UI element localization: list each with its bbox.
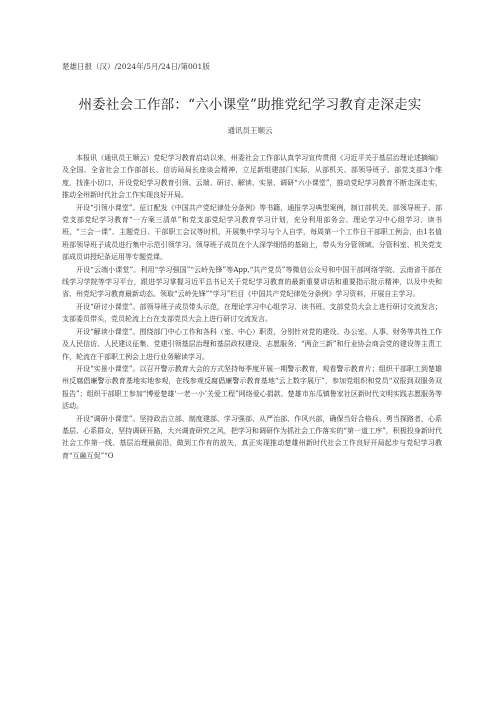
article-paragraph-guidance-class: 开设“引领小课堂”。征订配发《中国共产党纪律处分条例》等书籍，通报学习典型案例，制订部机关、部领导班子、部党支部党纪学习教育“一方案三清单”和党支部党纪学习教育学习计划，充分利用部务会、理论学习中心组学习、读书班、“三会一课”、主题党日、干部职工会议等时机，开展集中学习与个人自学，每周第一个工作日干部职工例会，由1名值班部领导班子成员进行集中示范引领学习。领导班子成员在个人深学细悟的基础上，带头为分管领域、分管科室、机关党支部成员讲授纪条运用等专题党课。 [62, 203, 442, 262]
article-paragraph-discussion-class: 开设“研讨小课堂”。部领导班子成员带头示范，在理论学习中心组学习、读书班、支部党员大会上进行研讨交流发言；支部委员带头，党员轮流上台在支部党员大会上进行研讨交流发言。 [62, 302, 442, 324]
article-byline: 通讯员王顺云 [227, 126, 273, 135]
article-title: 州委社会工作部：“六小课堂”助推党纪学习教育走深走实 [78, 97, 422, 113]
article-paragraph-interpretation-class: 开设“解读小课堂”。围绕部门中心工作和各科（室、中心）职责，分别针对党的建设、办公室、人事、财务等共性工作及人民信访、人民建议征集、党建引领基层治理和基层政权建设、志愿服务、“两企三新”和行业协会商会党的建设等主责工作，轮流在干部职工例会上进行业务解读学习。 [62, 327, 442, 361]
article-body [62, 152, 442, 462]
article-paragraph-lead: 本报讯（通讯员王顺云）党纪学习教育启动以来，州委社会工作部认真学习宣传贯彻《习近平关于基层治理论述摘编》及全国、全省社会工作部部长、信访局局长座谈会精神，立足新组建部门实际，从部机关、部领导班子、部党支部3个维度，找准小切口，开设党纪学习教育引领、云端、研讨、解读、实景、调研“六小课堂”，推动党纪学习教育不断走深走实，推动全州新时代社会工作实现良好开局。 [62, 154, 442, 200]
article-paragraph-cloud-class: 开设“云端小课堂”。利用“学习强国”“云岭先锋”等App,“共产党员”等微信公众号和中国干部网络学院、云南省干部在线学习学院等学习平台，跟进学习掌握习近平总书记关于党纪学习教育的最新重要讲话和重要指示批示精神，以及中央和省、州党纪学习教育最新动态。领取“云岭先锋”“学习”栏目《中国共产党纪律处分条例》学习资料，开展自主学习。 [62, 265, 442, 299]
article-paragraph-onsite-class: 开设“实景小课堂”。以召开警示教育大会的方式坚持每季度开展一期警示教育，观看警示教育片；组织干部职工到楚雄州反腐倡廉警示教育基地实地参观，在线参观反腐倡廉警示教育基地“云上数字展厅”，参加党组织和党员“双报到双服务双报告”；组织干部职工参加“博爱楚雄‘一老一小’关爱工程”网络爱心捐款、楚雄市东瓜镇鲁家社区新时代文明实践志愿服务等活动。 [62, 364, 442, 411]
article-paragraph-research-class: 开设“调研小课堂”。坚持政治立部、制度建部、学习强部、从严治部、作风兴部，确保当好合格兵、勇当探路者，心系基层、心系群众，坚持调研开路，大兴调查研究之风，把学习和调研作为抓社会工作落实的“第一道工序”，积极投身新时代社会工作第一线、基层治理最前沿，做到工作有的放矢，真正实现推动楚雄州新时代社会工作良好开局起步与党纪学习教育“互融互促”“O [62, 414, 442, 460]
newspaper-source-line: 楚雄日报（汉）/2024年/5月/24日/第001版 [62, 62, 210, 71]
